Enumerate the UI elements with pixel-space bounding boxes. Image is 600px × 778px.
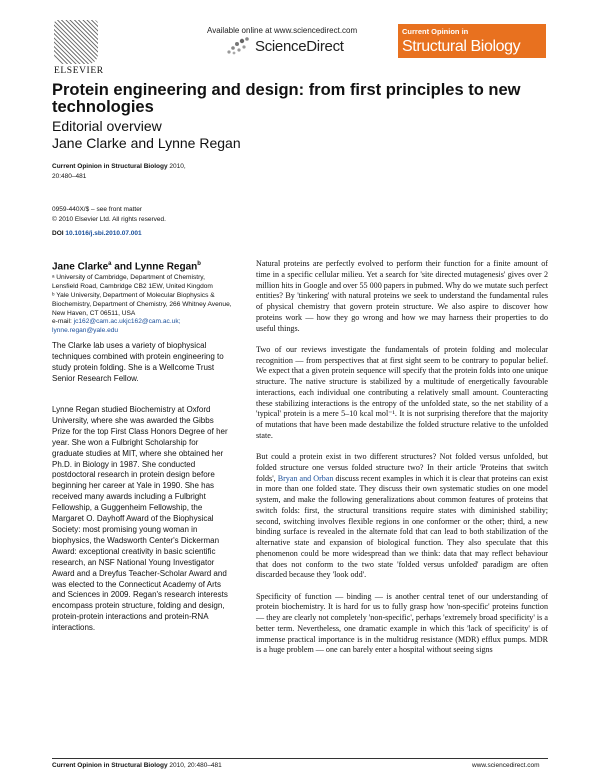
email-links[interactable]: jc162@cam.ac.ukjc162@cam.ac.uk; lynne.regan@yale.edu xyxy=(52,318,181,335)
issn-block xyxy=(52,205,166,224)
issn: 0959-440X/$ – see front matter xyxy=(52,206,142,213)
author-name-regan: Lynne Regan xyxy=(134,261,198,273)
body-paragraph-3 xyxy=(256,452,548,581)
citation xyxy=(52,162,202,181)
article-type: Editorial overview xyxy=(52,118,162,134)
body-paragraph-4: Specificity of function — binding — is another central tenet of our understanding of protein biochemistry. It is hard for us to fully grasp how 'non-specific' proteins function — they are clearly not completely 'non-specific', perhaps 'extremely broad specificity' is a better term. Nevertheless, one dramatic example in which this 'lack of specificity' is of immense practical importance is in the multidrug resistance (MDR) efflux pumps. MDR is a huge problem — one can barely enter a hospital without seeing signs xyxy=(256,591,548,655)
author-info xyxy=(52,258,232,336)
citation-volume: 2010, 20:480–481 xyxy=(52,163,186,180)
doi-link[interactable]: 10.1016/j.sbi.2010.07.001 xyxy=(65,230,142,237)
sciencedirect-dots-icon xyxy=(226,36,250,56)
doi-label: DOI xyxy=(52,230,64,237)
footer-divider xyxy=(52,758,548,759)
journal-banner[interactable] xyxy=(398,24,546,58)
elsevier-tree-logo xyxy=(54,20,98,64)
copyright: © 2010 Elsevier Ltd. All rights reserved. xyxy=(52,215,166,223)
doi-line xyxy=(52,230,142,237)
body-paragraph-3-b: discuss recent examples in which it is clear that proteins can exist in more than one folded state. They discuss their own systematic studies on one model system, and make the following generalizations about common features of proteins that switch folds: first, the structural transitions require states with diminished stability; second, switching involves flexible regions in one conformer or the other; third, a new binding surface is revealed in the alternate fold that can lead to both stabilization of the alternative state and expansion of biological function. They also speculate that this phenomenon could be more widespread than we think: data that may reflect behaviour that does not conform to the two state 'folded versus unfolded' paradigm are often discarded because they 'look odd'. xyxy=(256,473,548,580)
affiliation-a: ᵃ University of Cambridge, Department of Chemistry, Lensfield Road, Cambridge CB2 1EW, United Kingdom xyxy=(52,274,213,291)
body-text xyxy=(256,259,548,667)
author-sup-b: b xyxy=(197,261,201,267)
article-title: Protein engineering and design: from first principles to new technologies xyxy=(52,81,521,116)
publisher-name: ELSEVIER xyxy=(54,66,104,76)
author-sup-a: a xyxy=(108,261,112,267)
sciencedirect-logo-text[interactable]: ScienceDirect xyxy=(255,38,344,55)
body-paragraph-3-a: But could a protein exist in two different structures? Not folded versus unfolded, but folded structure one versus folded structure two? In their article 'Proteins that switch folds', xyxy=(256,452,548,483)
affiliations xyxy=(52,274,232,336)
body-paragraph-2: Two of our reviews investigate the fundamentals of protein folding and molecular recognition — from perspectives that at first sight seem to be contrary to popular belief. We expect that a given protein sequence will specify that the protein folds into one unique structure. The native structure is stabilized by a multitude of energetically favourable interactions, each individual one contributing a relatively small amount. Counteracting these stabilizing interactions is the entropy of the unfolded state, so the net stability of a 'typical' protein is a mere 5–10 kcal mol⁻¹. It is not surprising therefore that the majority of mutations that have been made destabilize the folded structure relative to the unfolded state. xyxy=(256,344,548,440)
journal-banner-small: Current Opinion in xyxy=(402,27,469,36)
affiliation-b: ᵇ Yale University, Department of Molecular Biophysics & Biochemistry, Department of Chemistry, 266 Whitney Avenue, New Haven, CT 06511, USA xyxy=(52,291,232,317)
available-online-text[interactable]: Available online at www.sciencedirect.com xyxy=(207,26,358,35)
bio-regan: Lynne Regan studied Biochemistry at Oxford University, where she was awarded the Gibbs Prize for the top First Class Honors Degree of her year. She won a Fulbright Scholarship for graduate studies at MIT, where she obtained her Ph.D. in Biology in 1987. She conducted postdoctoral research in protein design before beginning her career at Yale in 1990. She has received many awards including a Fulbright Fellowship, a Guggenheim Fellowship, the Margaret O. Dayhoff Award of the Biophysical Society: most promising young woman in biophysics, the Wadsworth Center's Dickerman Award: exceptional creativity in basic scientific research, an NSF National Young Investigator Award and a Dreyfus Teacher-Scholar Award and was elected to the Connecticut Academy of Arts and Sciences in 2009. Regan's research interests encompass protein structure, folding and design, protein-protein interactions and protein-RNA interactions. xyxy=(52,405,228,633)
journal-banner-title: Structural Biology xyxy=(402,38,521,55)
footer-website[interactable]: www.sciencedirect.com xyxy=(472,762,540,769)
article-authors: Jane Clarke and Lynne Regan xyxy=(52,135,241,151)
footer-volume: 2010, 20:480–481 xyxy=(167,762,222,769)
reference-link-bryan-orban[interactable]: Bryan and Orban xyxy=(277,473,334,483)
email-label: e-mail: xyxy=(52,318,74,326)
bio-clarke: The Clarke lab uses a variety of biophysical techniques combined with protein engineering to study protein folding. She is a Wellcome Trust Senior Research Fellow. xyxy=(52,341,224,383)
author-and: and xyxy=(111,261,135,273)
author-name-clarke: Jane Clarke xyxy=(52,261,109,273)
citation-journal: Current Opinion in Structural Biology xyxy=(52,163,168,170)
body-paragraph-1: Natural proteins are perfectly evolved to perform their function for a finite amount of time in a specific cellular milieu. Yet a search for 'site directed mutagenesis' gives over 2 million hits in Google and over 55 000 papers in pubmed. Why do we mutate such perfect entities? By 'tinkering' with natural proteins we seek to understand the fundamental rules of physical chemistry that govern protein structure. We also aspire to discover how proteins work — how they go wrong and how we may harness their properties to do useful things. xyxy=(256,259,548,333)
email-line xyxy=(52,318,232,336)
footer-citation xyxy=(52,762,222,769)
footer-journal: Current Opinion in Structural Biology xyxy=(52,762,168,769)
author-names xyxy=(52,258,232,273)
